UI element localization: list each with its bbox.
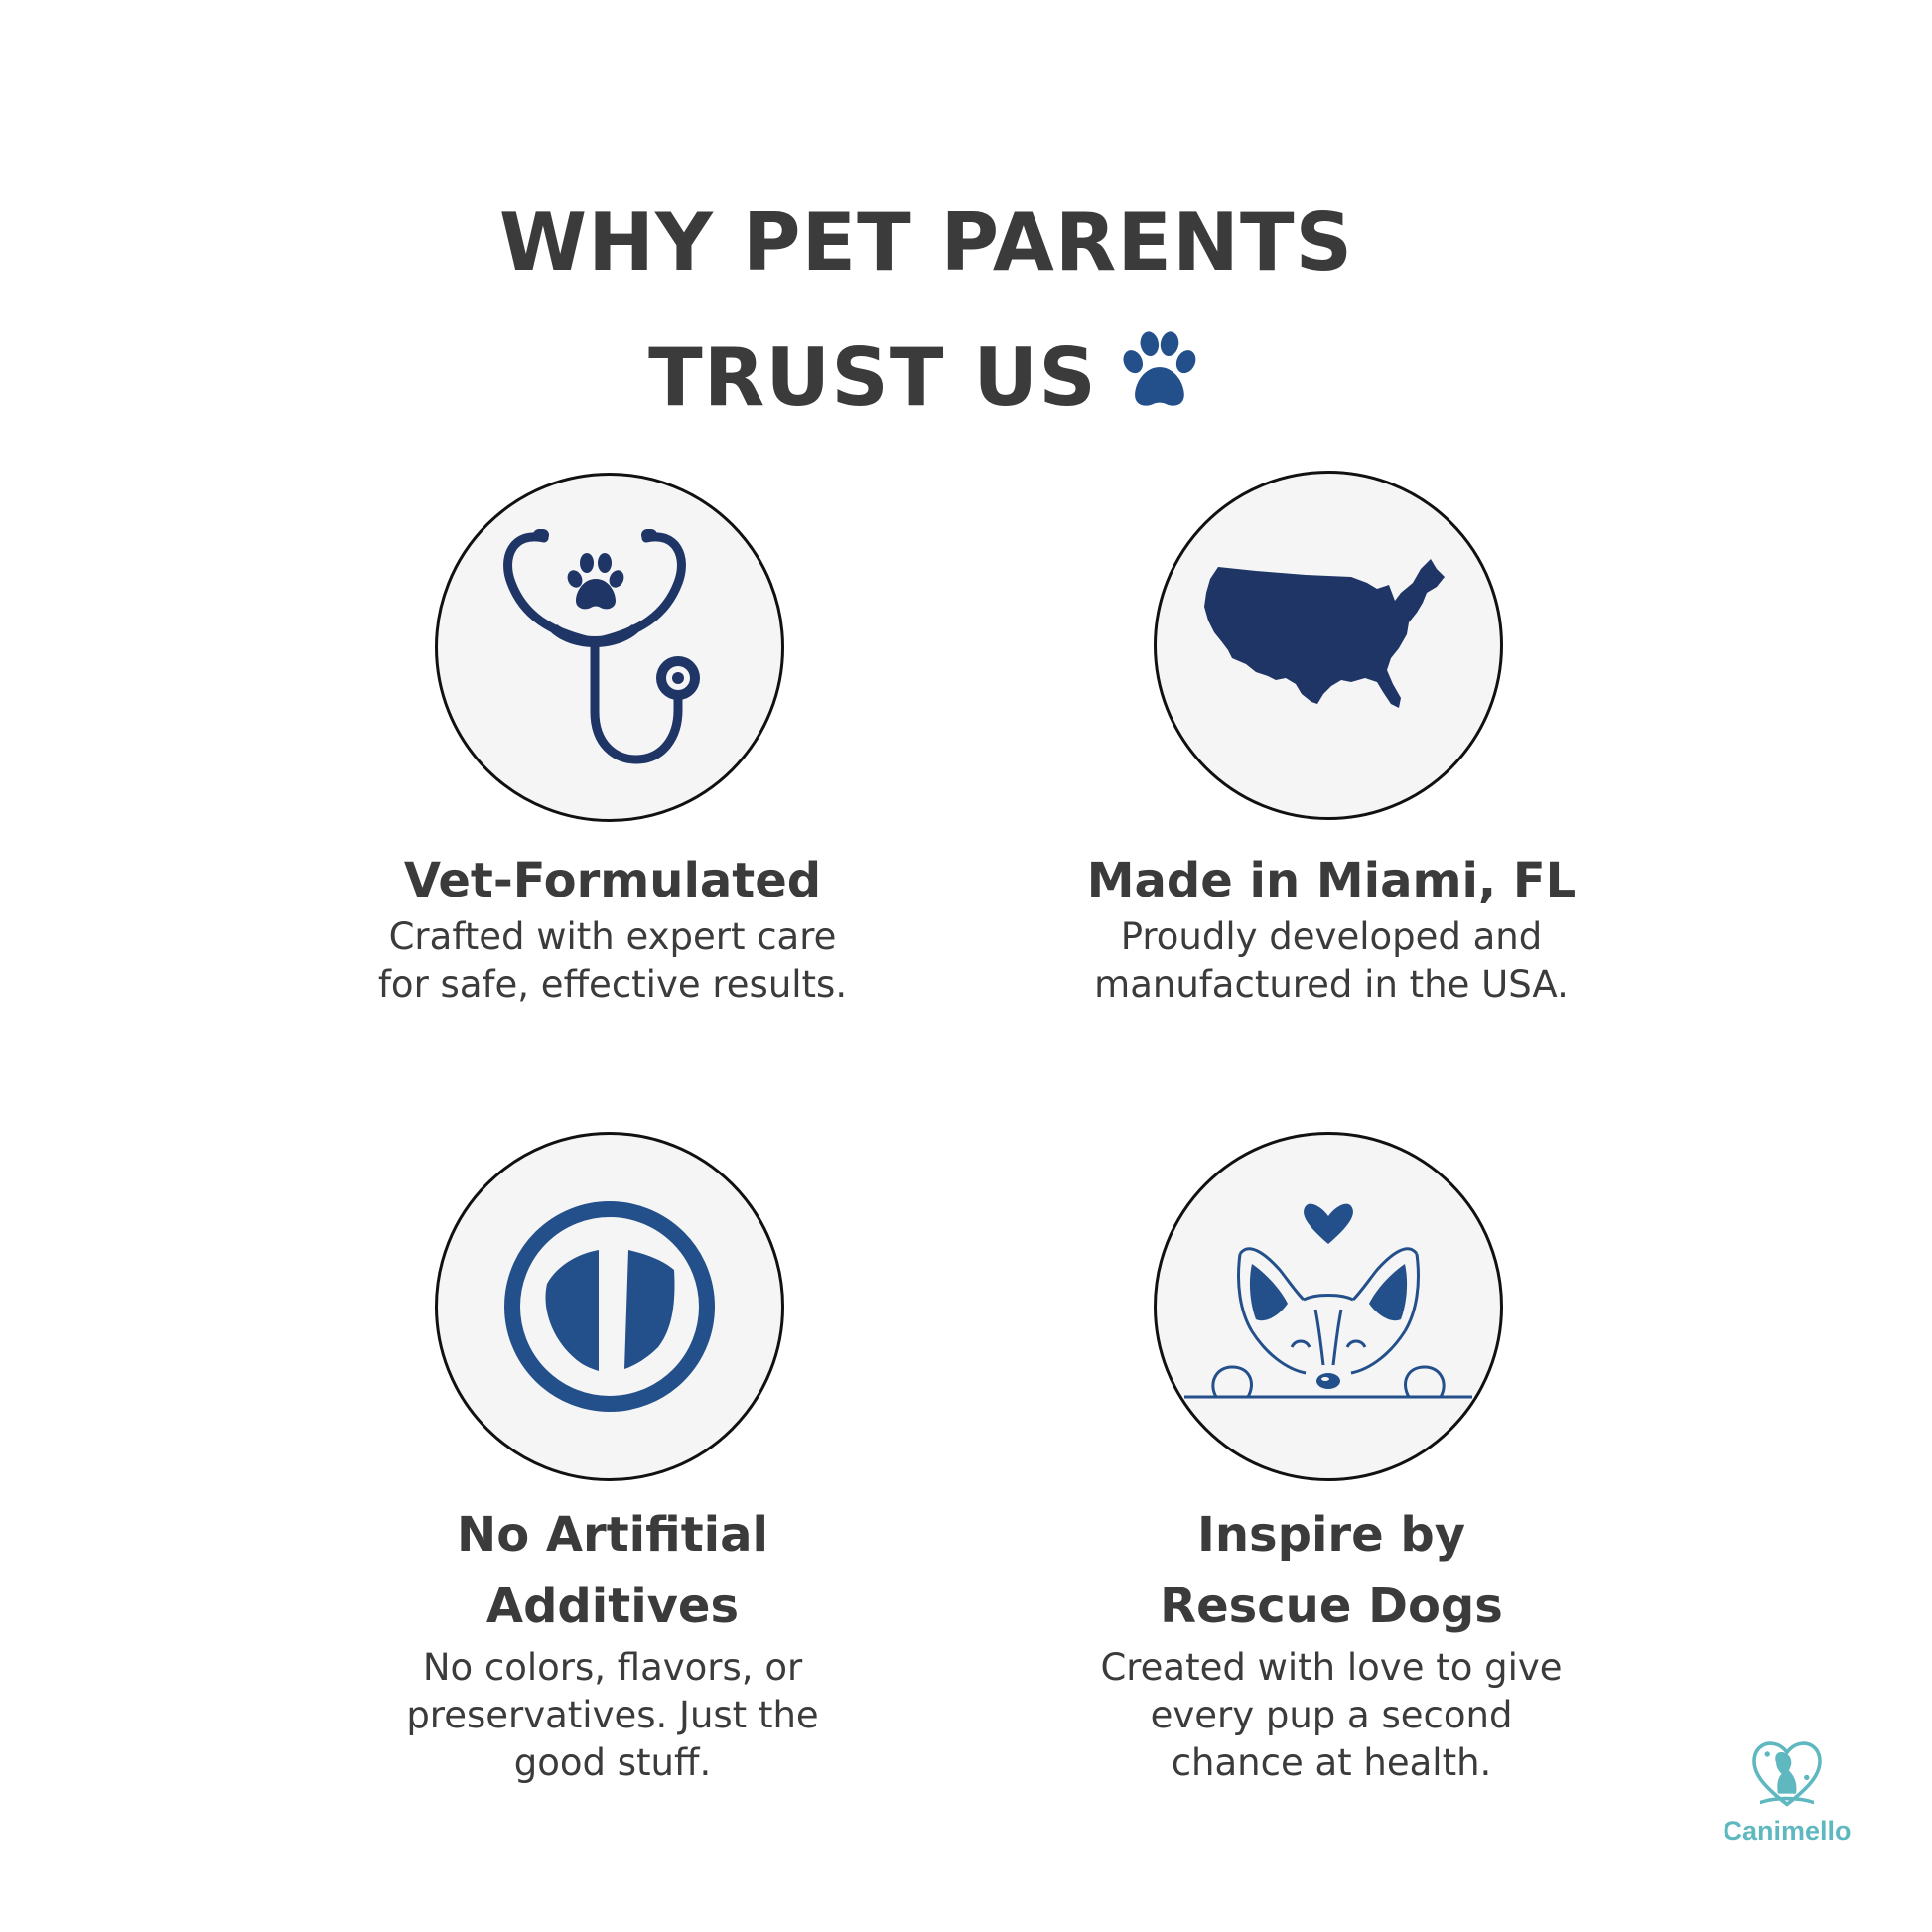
feature-icon-circle [435, 1132, 784, 1481]
canimello-logo-icon [1742, 1727, 1832, 1817]
feature-desc-line: good stuff. [513, 1741, 712, 1784]
feature-icon-circle [435, 473, 784, 822]
feature-description [1014, 1644, 1649, 1787]
feature-desc-line: manufactured in the USA. [1094, 963, 1569, 1006]
headline-text-1: WHY PET PARENTS [498, 197, 1354, 289]
shield-icon [438, 1135, 781, 1478]
feature-desc-line: for safe, effective results. [377, 963, 848, 1006]
usa-map-icon [1157, 474, 1500, 817]
feature-desc-line: No colors, flavors, or [422, 1646, 803, 1689]
feature-title-line: Made in Miami, FL [1086, 853, 1577, 908]
stethoscope-paw-icon [438, 476, 781, 819]
feature-icon-circle [1154, 471, 1503, 820]
headline-text-2: TRUST US [648, 332, 1097, 424]
feature-title [295, 845, 930, 916]
feature-icon-circle [1154, 1132, 1503, 1481]
feature-description [1014, 913, 1649, 1009]
feature-title-line: Inspire by [1197, 1507, 1465, 1563]
headline-line-2 [0, 324, 1892, 424]
feature-title [1014, 1499, 1649, 1642]
headline-line-1 [0, 197, 1892, 289]
dog-heart-icon [1157, 1135, 1500, 1478]
feature-title-line: Rescue Dogs [1160, 1579, 1503, 1634]
brand-name: Canimello [1723, 1816, 1852, 1846]
feature-desc-line: preservatives. Just the [406, 1694, 819, 1736]
feature-title [295, 1499, 930, 1642]
feature-description [295, 1644, 930, 1787]
feature-title-line: Additives [485, 1579, 740, 1634]
brand-logo [1703, 1727, 1871, 1847]
feature-desc-line: chance at health. [1171, 1741, 1492, 1784]
feature-description [295, 913, 930, 1009]
feature-title-line: Vet-Formulated [403, 853, 822, 908]
feature-title-line: No Artifitial [457, 1507, 768, 1563]
feature-desc-line: Crafted with expert care [388, 915, 837, 958]
paw-icon [1113, 324, 1204, 415]
feature-title [1014, 845, 1649, 916]
feature-desc-line: Proudly developed and [1120, 915, 1543, 958]
feature-desc-line: Created with love to give [1100, 1646, 1563, 1689]
feature-desc-line: every pup a second [1150, 1694, 1513, 1736]
